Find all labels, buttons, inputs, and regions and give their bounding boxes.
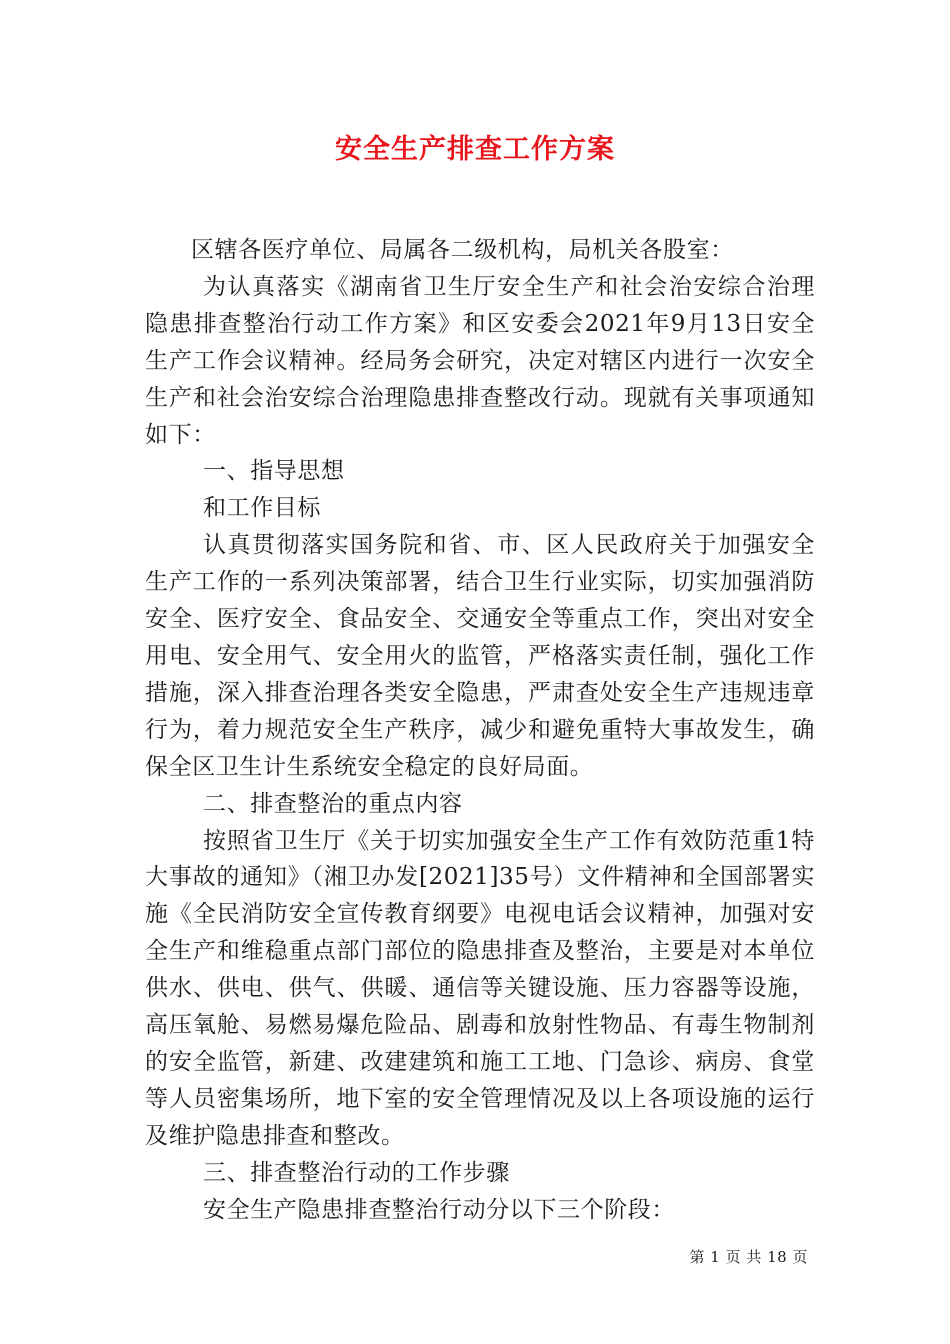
paragraph-guiding-thought: 认真贯彻落实国务院和省、市、区人民政府关于加强安全生产工作的一系列决策部署，结合卫生行业实际，切实加强消防安全、医疗安全、食品安全、交通安全等重点工作，突出对安全用电、安全用气、安全用火的监管，严格落实责任制，强化工作措施，深入排查治理各类安全隐患，严肃查处安全生产违规违章行为，着力规范安全生产秩序，减少和避免重特大事故发生，确保全区卫生计生系统安全稳定的良好局面。 <box>145 532 815 780</box>
section-heading-1: 一、指导思想 <box>203 458 345 485</box>
paragraph-intro: 为认真落实《湖南省卫生厅安全生产和社会治安综合治理隐患排查整治行动工作方案》和区安委会2021年9月13日安全生产工作会议精神。经局务会研究，决定对辖区内进行一次安全生产和社会治安综合治理隐患排查整改行动。现就有关事项通知如下： <box>145 273 815 448</box>
page-number: 第 1 页 共 18 页 <box>689 1248 808 1266</box>
section-heading-2: 二、排查整治的重点内容 <box>203 790 463 817</box>
salutation: 区辖各医疗单位、局属各二级机构，局机关各股室： <box>191 237 734 263</box>
section-heading-3: 三、排查整治行动的工作步骤 <box>203 1159 510 1186</box>
document-body <box>145 232 815 1228</box>
section-heading-1-continued: 和工作目标 <box>203 495 321 522</box>
paragraph-key-content: 按照省卫生厅《关于切实加强安全生产工作有效防范重1特大事故的通知》（湘卫办发[2021]35号）文件精神和全国部署实施《全民消防安全宣传教育纲要》电视电话会议精神，加强对安全生产和维稳重点部门部位的隐患排查及整治，主要是对本单位供水、供电、供气、供暖、通信等关键设施、压力容器等设施，高压氧舱、易燃易爆危险品、剧毒和放射性物品、有毒生物制剂的安全监管，新建、改建建筑和施工工地、门急诊、病房、食堂等人员密集场所，地下室的安全管理情况及以上各项设施的运行及维护隐患排查和整改。 <box>145 827 815 1149</box>
paragraph-stages: 安全生产隐患排查整治行动分以下三个阶段： <box>203 1196 675 1223</box>
document-title: 安全生产排查工作方案 <box>335 134 615 165</box>
